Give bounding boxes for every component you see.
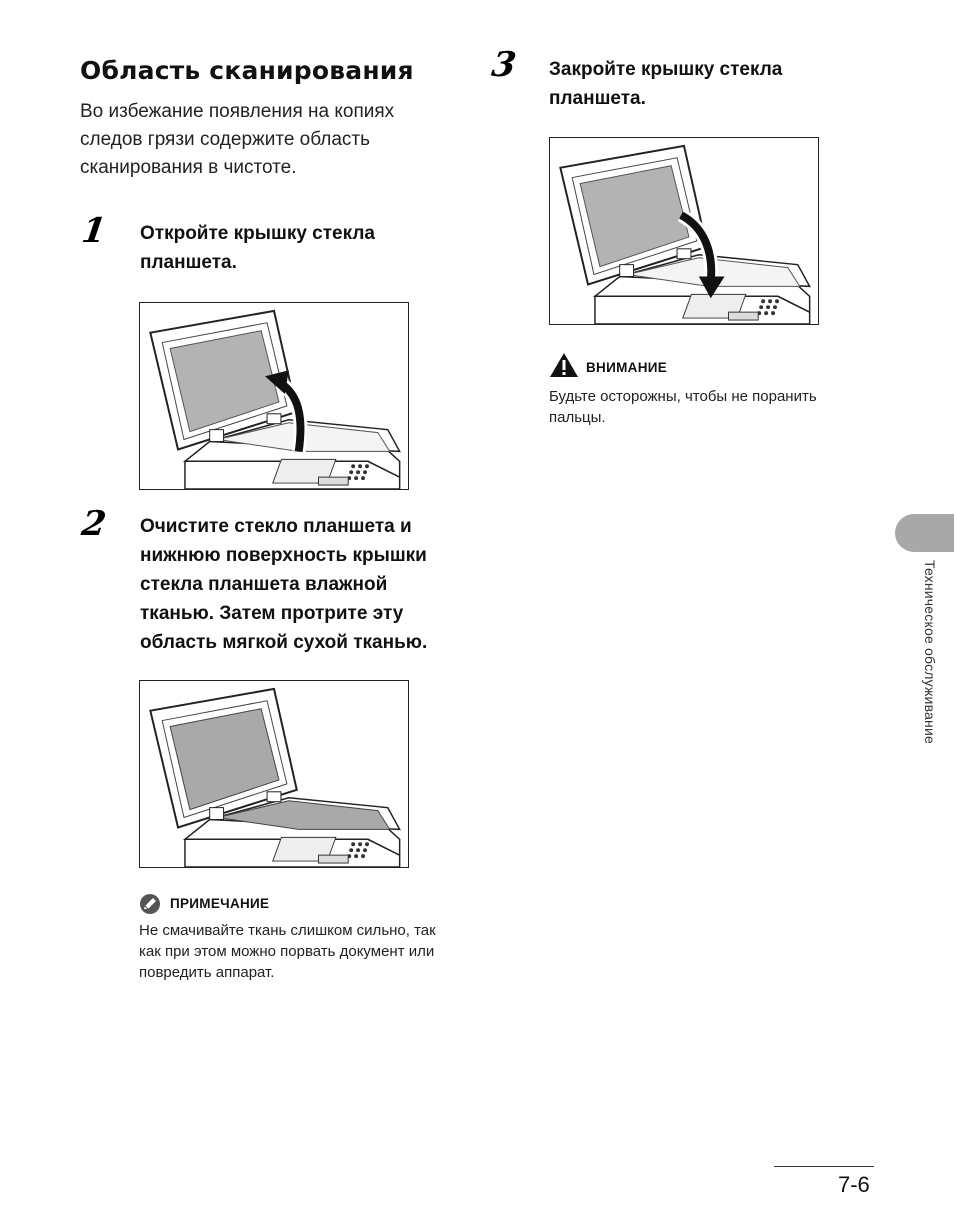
section-intro: Во избежание появления на копиях следов грязи содержите область сканирования в чистоте. <box>80 101 395 178</box>
pencil-icon <box>139 893 161 915</box>
figure-open-cover <box>139 302 409 490</box>
scanner-close-cover-illustration <box>550 138 818 324</box>
scanner-open-cover-illustration <box>140 303 408 489</box>
caution-heading: ВНИМАНИЕ <box>586 360 668 375</box>
chapter-tab <box>895 514 954 552</box>
note-heading: ПРИМЕЧАНИЕ <box>170 896 270 911</box>
figure-clean-glass <box>139 680 409 868</box>
section-title: Область сканирования <box>80 56 414 85</box>
warning-icon <box>549 352 579 378</box>
step-1-number: 1 <box>79 211 109 251</box>
step-3-text: Закройте крышку стекла планшета. <box>549 59 783 109</box>
chapter-tab-label: Техническое обслуживание <box>922 560 938 744</box>
page-number-rule <box>774 1166 874 1167</box>
caution-body: Будьте осторожны, чтобы не поранить пальцы. <box>549 388 817 426</box>
note-body: Не смачивайте ткань слишком сильно, так как при этом можно порвать документ или повредить аппарат. <box>139 922 436 981</box>
step-1-text: Откройте крышку стекла планшета. <box>140 223 375 273</box>
step-2-text: Очистите стекло планшета и нижнюю поверхность крышки стекла планшета влажной тканью. Затем протрите эту область мягкой сухой тканью. <box>140 516 428 653</box>
figure-close-cover <box>549 137 819 325</box>
step-2-number: 2 <box>79 504 109 544</box>
scanner-clean-glass-illustration <box>140 681 408 867</box>
page-number: 7-6 <box>838 1172 870 1197</box>
step-3-number: 3 <box>489 45 519 85</box>
